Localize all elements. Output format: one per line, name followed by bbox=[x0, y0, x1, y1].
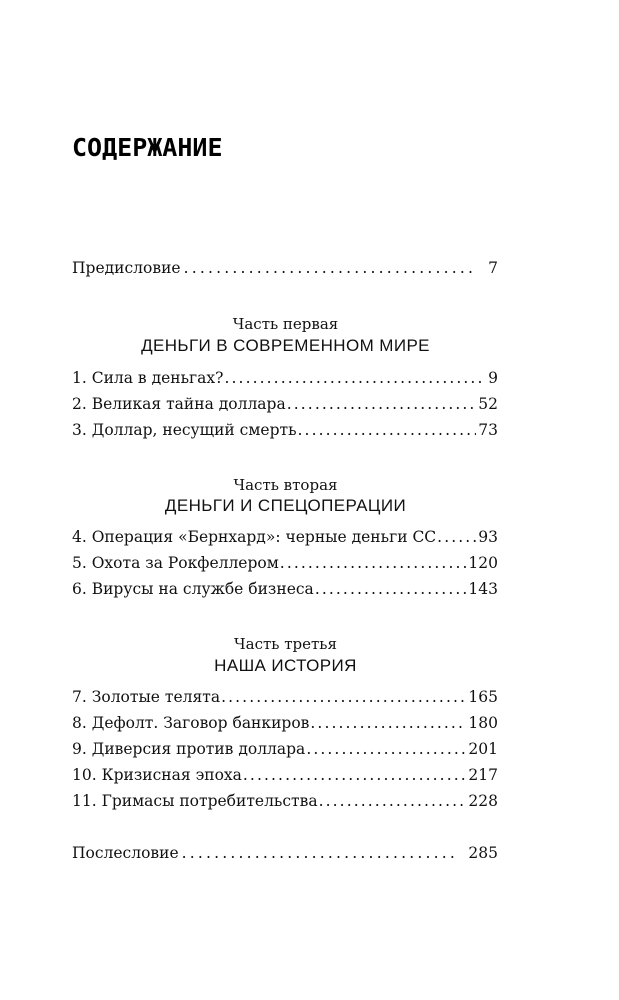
toc-entry-page: 201 bbox=[468, 740, 498, 758]
toc-entry[interactable] bbox=[72, 550, 498, 576]
toc-entry-page: 7 bbox=[488, 259, 498, 277]
toc-entry-page: 143 bbox=[468, 580, 498, 598]
toc-entry-label: Предисловие bbox=[72, 259, 181, 277]
toc-entry-label: Послесловие bbox=[72, 844, 179, 862]
dot-leader bbox=[286, 391, 477, 417]
part-label: Часть третья bbox=[234, 635, 337, 653]
toc-entry-label: 11. Гримасы потребительства bbox=[72, 792, 318, 810]
part-label: Часть вторая bbox=[233, 476, 338, 494]
toc-entry-page: 165 bbox=[468, 688, 498, 706]
dot-leader bbox=[223, 365, 486, 391]
toc-entry[interactable] bbox=[72, 736, 498, 762]
toc-entry-page: 228 bbox=[468, 792, 498, 810]
dot-leader bbox=[314, 576, 467, 602]
toc-entry[interactable] bbox=[72, 391, 498, 417]
dot-leader bbox=[305, 736, 466, 762]
toc-entry[interactable] bbox=[72, 524, 498, 550]
toc-entry-page: 217 bbox=[468, 766, 498, 784]
part-label: Часть первая bbox=[232, 315, 339, 333]
toc-entry-page: 52 bbox=[478, 395, 498, 413]
dot-leader bbox=[179, 840, 457, 866]
part-title: НАША ИСТОРИЯ bbox=[214, 656, 357, 675]
toc-entry-page: 9 bbox=[488, 369, 498, 387]
part-title: ДЕНЬГИ И СПЕЦОПЕРАЦИИ bbox=[164, 496, 407, 515]
toc-entry[interactable] bbox=[72, 788, 498, 814]
toc-entry-afterword[interactable] bbox=[72, 840, 498, 866]
toc-entry-preface[interactable] bbox=[72, 255, 498, 281]
toc-entry-page: 73 bbox=[478, 421, 498, 439]
toc-entry-label: 5. Охота за Рокфеллером bbox=[72, 554, 279, 572]
dot-leader bbox=[220, 684, 466, 710]
toc-entry[interactable] bbox=[72, 576, 498, 602]
toc-entry-page: 180 bbox=[468, 714, 498, 732]
toc-entry[interactable] bbox=[72, 684, 498, 710]
dot-leader bbox=[181, 255, 477, 281]
toc-entry-page: 93 bbox=[478, 528, 498, 546]
dot-leader bbox=[318, 788, 467, 814]
toc-entry[interactable] bbox=[72, 417, 498, 443]
page-title: СОДЕРЖАНИЕ bbox=[72, 133, 223, 162]
part-title: ДЕНЬГИ В СОВРЕМЕННОМ МИРЕ bbox=[141, 336, 430, 355]
dot-leader bbox=[436, 524, 476, 550]
dot-leader bbox=[309, 710, 466, 736]
dot-leader bbox=[279, 550, 467, 576]
toc-entry[interactable] bbox=[72, 365, 498, 391]
toc-entry-label: 3. Доллар, несущий смерть bbox=[72, 421, 297, 439]
toc-entry-page: 120 bbox=[468, 554, 498, 572]
toc-entry-label: 4. Операция «Бернхард»: черные деньги СС bbox=[72, 528, 437, 546]
toc-entry-label: 6. Вирусы на службе бизнеса bbox=[72, 580, 314, 598]
toc-entry-label: 7. Золотые телята bbox=[72, 688, 221, 706]
dot-leader bbox=[297, 417, 477, 443]
toc-entry-label: 10. Кризисная эпоха bbox=[72, 766, 242, 784]
toc-entry-label: 1. Сила в деньгах? bbox=[72, 369, 224, 387]
toc-entry-label: 8. Дефолт. Заговор банкиров bbox=[72, 714, 310, 732]
toc-entry[interactable] bbox=[72, 710, 498, 736]
dot-leader bbox=[242, 762, 467, 788]
toc-entry[interactable] bbox=[72, 762, 498, 788]
toc-entry-page: 285 bbox=[468, 844, 498, 862]
toc-entry-label: 9. Диверсия против доллара bbox=[72, 740, 306, 758]
toc-entry-label: 2. Великая тайна доллара bbox=[72, 395, 286, 413]
